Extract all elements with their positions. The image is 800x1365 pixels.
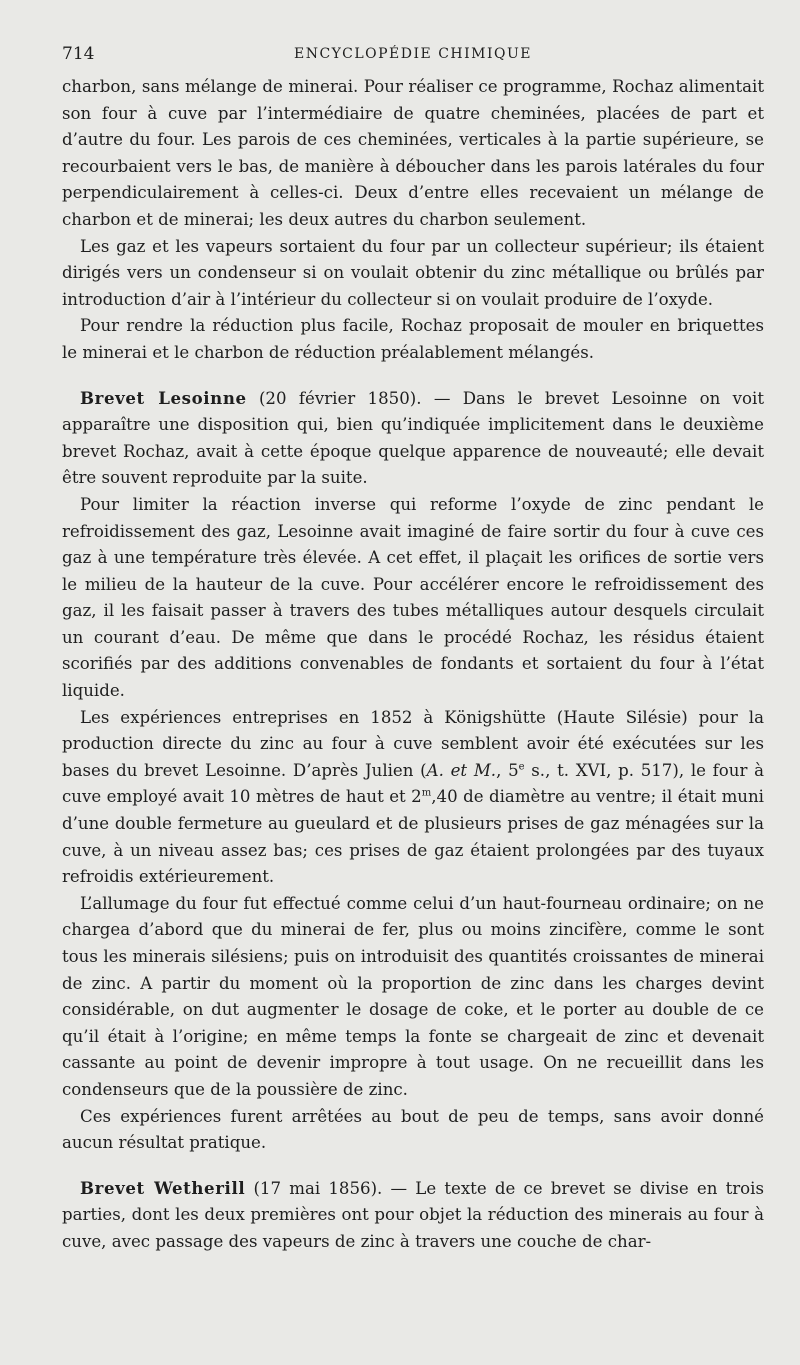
konigshutte-text-b: , 5 (496, 760, 519, 780)
konigshutte-text-a: Les expériences entreprises en 1852 à Königshütte (Haute Silésie) pour la production directe du zinc au four à cuve semblent avoir été exécutées sur les bases du brevet Lesoinne. D’après Julien ( (62, 707, 764, 780)
superscript-series: e (518, 761, 525, 773)
reference-annales: A. et M. (426, 760, 497, 780)
section-lesoinne-text: (20 février 1850). — Dans le brevet Lesoinne on voit apparaître une disposition qui, bien qu’indiquée implicitement dans le deuxième brevet Rochaz, avait à cette époque quelque apparence de nouveauté; elle devait être souvent reproduite par la suite. (62, 388, 764, 488)
paragraph-briquettes: Pour rendre la réduction plus facile, Rochaz proposait de mouler en briquettes le minerai et le charbon de réduction préalablement mélangés. (62, 316, 764, 362)
paragraph-gases: Les gaz et les vapeurs sortaient du four par un collecteur supérieur; ils étaient dirigés vers un condenseur si on voulait obtenir du zinc métallique ou brûlés par introduction d’air à l’intérieur du collecteur si on voulait produire de l’oxyde. (62, 236, 764, 309)
paragraph-experiences-arretees: Ces expériences furent arrêtées au bout de peu de temps, sans avoir donné aucun résultat pratique. (62, 1106, 764, 1153)
body-text (62, 74, 764, 1256)
section-wetherill-text: (17 mai 1856). — Le texte de ce brevet se divise en trois parties, dont les deux premières ont pour objet la réduction des minerais au four à cuve, avec passage des vapeurs de zinc à travers une couche de char- (62, 1178, 764, 1251)
section-heading-wetherill: Brevet Wetherill (80, 1177, 246, 1198)
paragraph-lesoinne-cooling: Pour limiter la réaction inverse qui reforme l’oxyde de zinc pendant le refroidissement des gaz, Lesoinne avait imaginé de faire sortir du four à cuve ces gaz à une température très élevée. A cet effet, il plaçait les orifices de sortie vers le milieu de la hauteur de la cuve. Pour accélérer encore le refroidissement des gaz, il les faisait passer à travers des tubes métalliques autour desquels circulait un courant d’eau. De même que dans le procédé Rochaz, les résidus étaient scorifiés par des additions convenables de fondants et sortaient du four à l’état liquide. (62, 494, 764, 701)
paragraph-allumage: L’allumage du four fut effectué comme celui d’un haut-fourneau ordinaire; on ne chargea d’abord que du minerai de fer, plus ou moins zincifère, comme le sont tous les minerais silésiens; puis on introduisit des quantités croissantes de minerai de zinc. A partir du moment où la proportion de zinc dans les charges devint considérable, on dut augmenter le dosage de coke, et le porter au double de ce qu’il était à l’origine; en même temps la fonte se chargeait de zinc et devenait cassante au point de devenir impropre à tout usage. On ne recueillit dans les condenseurs que de la poussière de zinc. (62, 893, 764, 1099)
section-lesoinne-intro (62, 385, 764, 492)
konigshutte-text-c: s., t. XVI, p. 517), le four à cuve employé avait 10 mètres de haut et 2 (62, 760, 765, 807)
running-title: ENCYCLOPÉDIE CHIMIQUE (293, 46, 533, 62)
running-head (62, 40, 764, 74)
section-heading-lesoinne: Brevet Lesoinne (80, 387, 247, 408)
paragraph-konigshutte (62, 705, 764, 891)
paragraph-continued: charbon, sans mélange de minerai. Pour réaliser ce programme, Rochaz alimentait son four à cuve par l’intermédiaire de quatre cheminées, placées de part et d’autre du four. Les parois de ces cheminées, verticales à la partie supérieure, se recourbaient vers le bas, de manière à déboucher dans les parois latérales du four perpendiculairement à celles-ci. Deux d’entre elles recevaient un mélange de charbon et de minerai; les deux autres du charbon seulement. (62, 77, 764, 229)
page-number: 714 (62, 44, 95, 64)
section-wetherill-intro (62, 1175, 764, 1256)
konigshutte-text-d: ,40 de diamètre au ventre; il était muni d’une double fermeture au gueulard et de plusieurs prises de gaz ménagées sur la cuve, à un niveau assez bas; ces prises de gaz étaient prolongées par des tuyaux refroidis extérieurement. (62, 787, 764, 887)
superscript-metre: m (421, 787, 432, 799)
